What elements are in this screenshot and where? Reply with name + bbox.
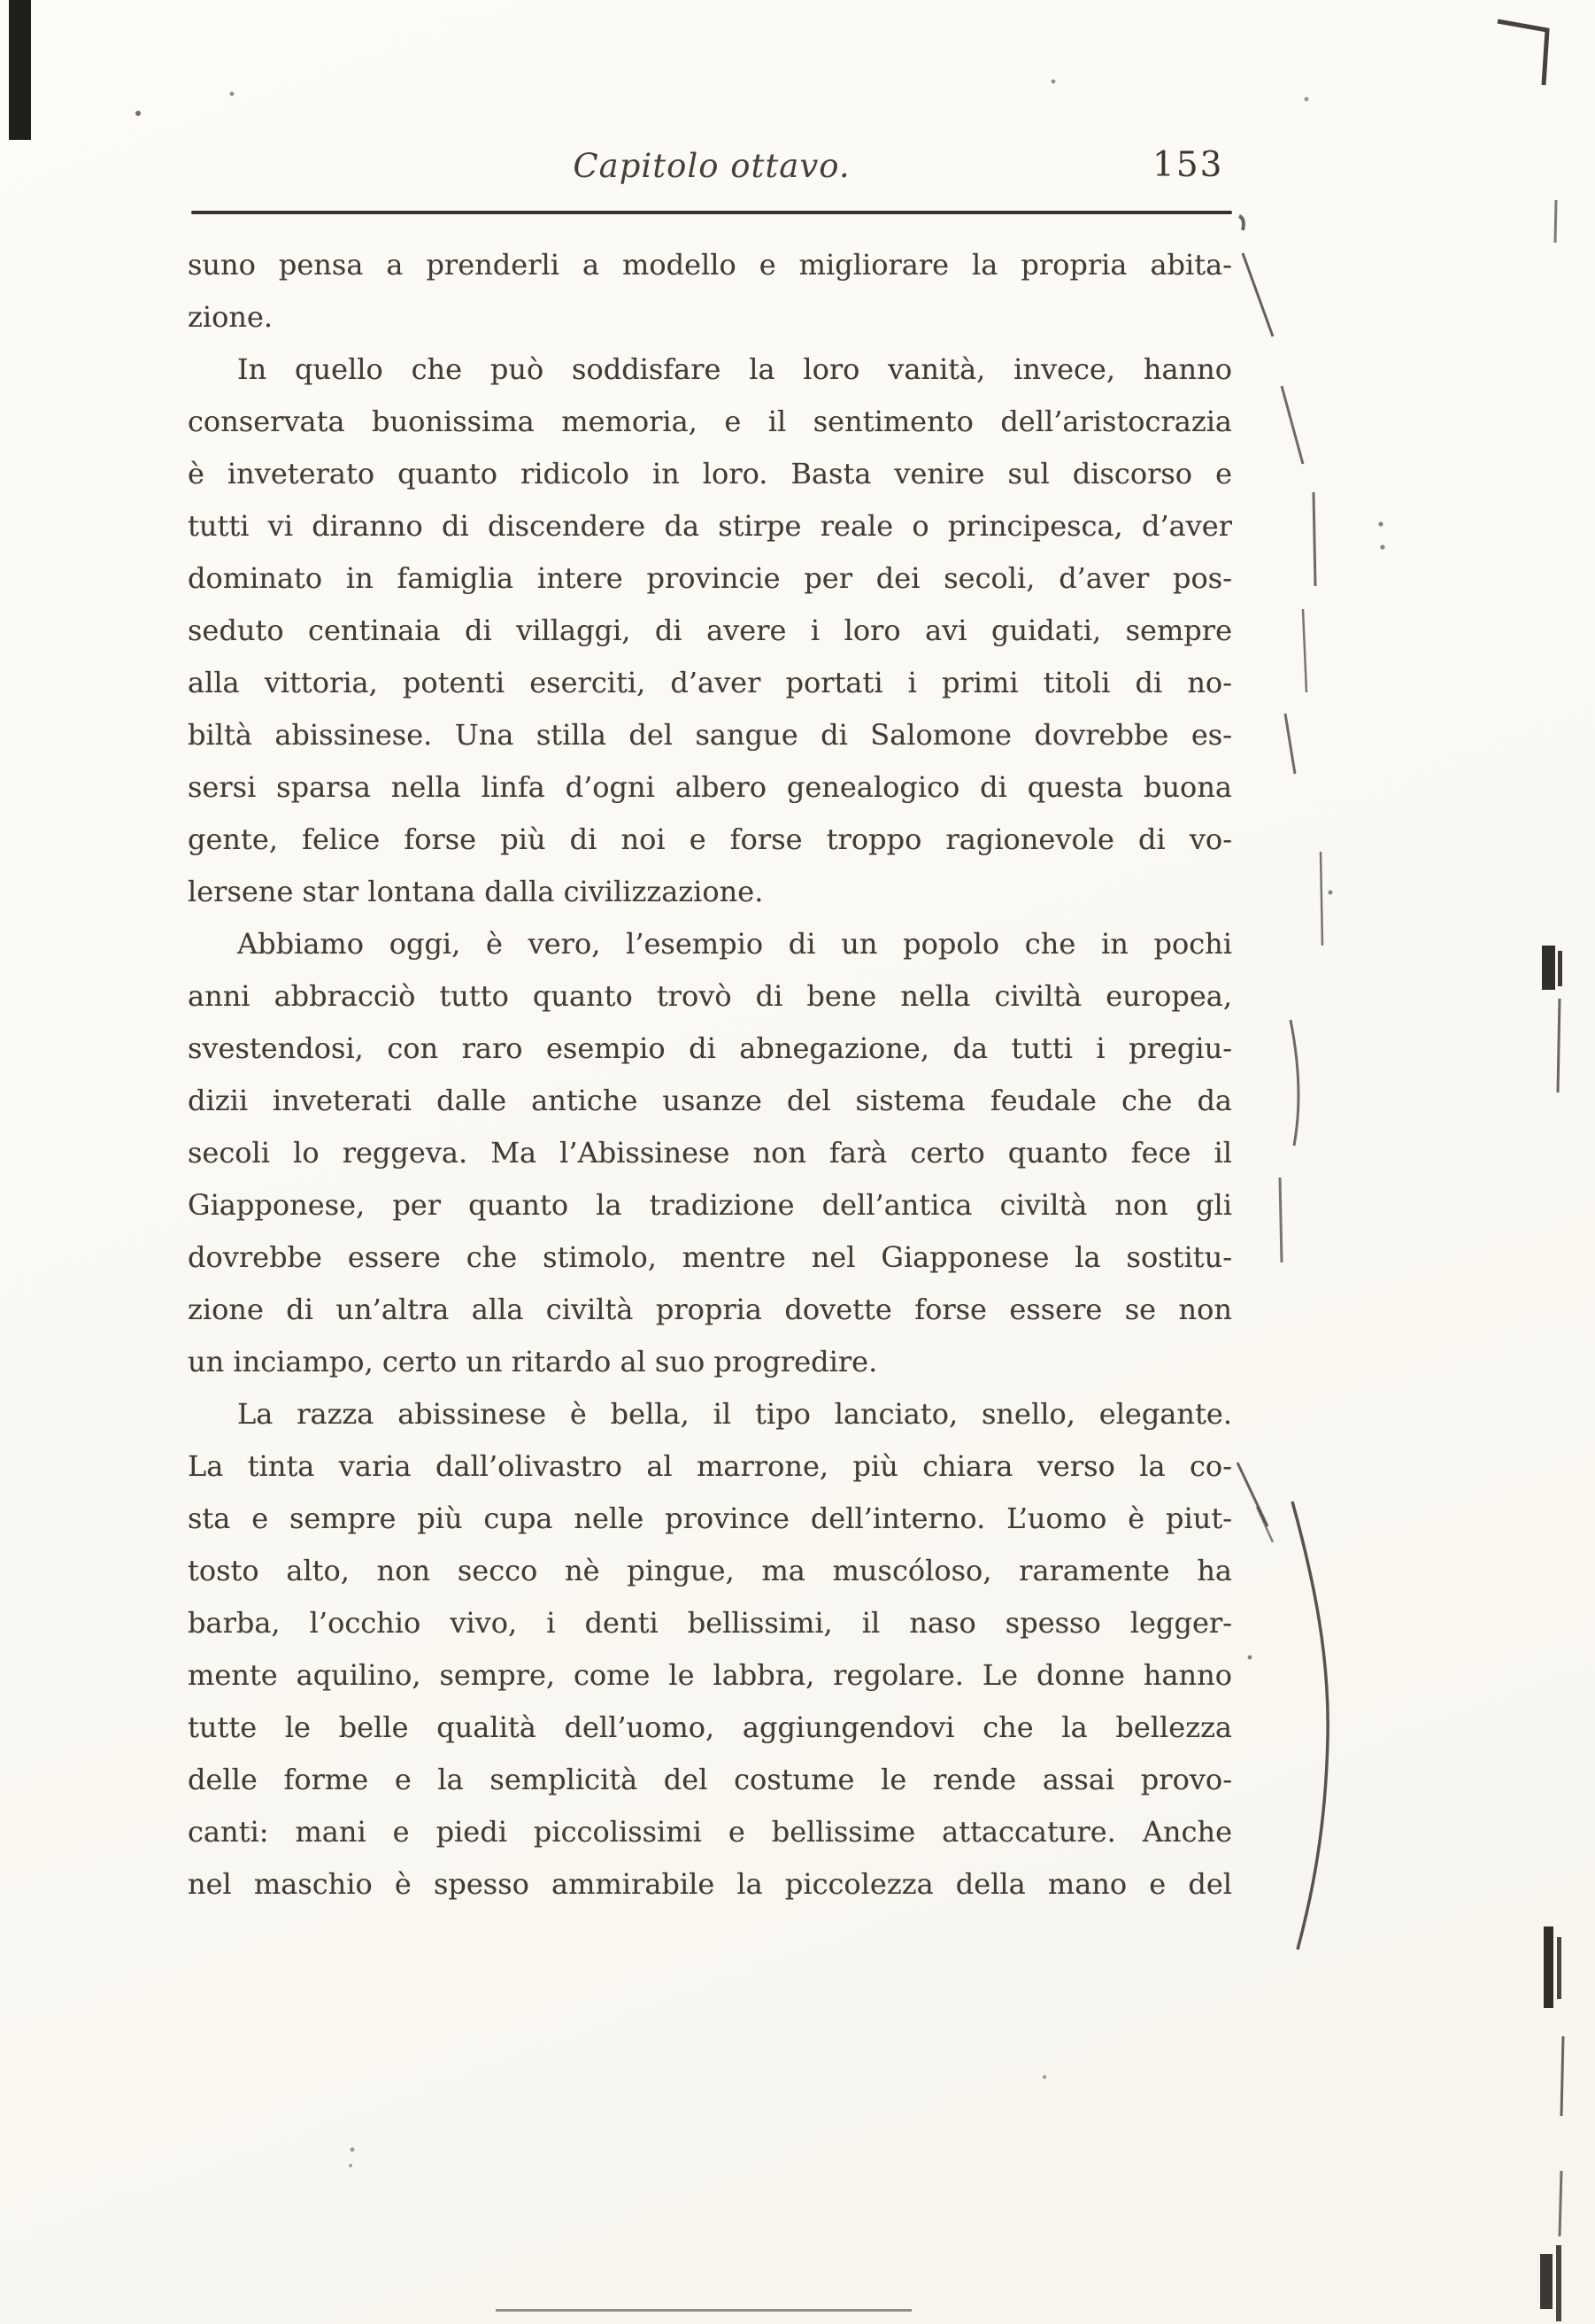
- ink-smudge: [1556, 2245, 1561, 2321]
- scratch: [1303, 609, 1306, 692]
- ink-speck: [1248, 1656, 1252, 1660]
- text-line: canti: mani e piedi piccolissimi e bellissime attaccature. Anche: [188, 1815, 1232, 1849]
- text-line: sta e sempre più cupa nelle province dell’interno. L’uomo è piut-: [188, 1502, 1232, 1535]
- text-line: tosto alto, non secco nè pingue, ma muscóloso, raramente ha: [188, 1554, 1232, 1587]
- text-line: un inciampo, certo un ritardo al suo progredire.: [188, 1345, 878, 1378]
- text-line: nel maschio è spesso ammirabile la piccolezza della mano e del: [188, 1867, 1232, 1901]
- ink-smudge: [1557, 1937, 1561, 1999]
- scratch: [1560, 2171, 1561, 2236]
- scratch: [1257, 1507, 1273, 1542]
- text-line: tutte le belle qualità dell’uomo, aggiungendovi che la bellezza: [188, 1710, 1232, 1744]
- scratch: [1561, 2036, 1563, 2116]
- body-text: [188, 239, 1232, 1911]
- chapter-title: Capitolo ottavo.: [573, 147, 851, 185]
- ink-speck: [1305, 97, 1309, 102]
- text-line: tutti vi diranno di discendere da stirpe reale o principesca, d’aver: [188, 509, 1232, 543]
- scratch: [1314, 492, 1315, 586]
- scratch: [1291, 1020, 1298, 1146]
- text-line: zione di un’altra alla civiltà propria dovette forse essere se non: [188, 1293, 1232, 1326]
- ink-smudge: [1498, 21, 1547, 85]
- ink-speck: [1052, 80, 1056, 84]
- text-line: secoli lo reggeva. Ma l’Abissinese non farà certo quanto fece il: [188, 1136, 1232, 1170]
- ink-speck: [1329, 891, 1333, 895]
- text-line: dizii inveterati dalle antiche usanze del sistema feudale che da: [188, 1084, 1232, 1117]
- scratch: [1280, 1177, 1282, 1262]
- scratch: [1282, 386, 1303, 464]
- text-line: La tinta varia dall’olivastro al marrone, più chiara verso la co-: [188, 1449, 1232, 1483]
- header-rule: [191, 211, 1232, 214]
- ink-smudge: [1540, 2254, 1553, 2309]
- text-line: sersi sparsa nella linfa d’ogni albero genealogico di questa buona: [188, 770, 1232, 804]
- ink-smudge: [1555, 200, 1556, 243]
- text-line: alla vittoria, potenti eserciti, d’aver portati i primi titoli di no-: [188, 666, 1232, 699]
- text-line: lersene star lontana dalla civilizzazione.: [188, 875, 764, 908]
- text-line: dovrebbe essere che stimolo, mentre nel Giapponese la sostitu-: [188, 1240, 1232, 1274]
- ink-speck: [1043, 2075, 1046, 2079]
- text-line: è inveterato quanto ridicolo in loro. Basta venire sul discorso e: [188, 457, 1232, 490]
- text-line: dominato in famiglia intere provincie per dei secoli, d’aver pos-: [188, 561, 1232, 595]
- scratch: [1558, 999, 1560, 1093]
- ink-speck: [351, 2148, 355, 2152]
- text-line: suno pensa a prenderli a modello e migliorare la propria abita-: [188, 248, 1232, 282]
- text-line: Giapponese, per quanto la tradizione dell’antica civiltà non gli: [188, 1188, 1232, 1222]
- text-line: svestendosi, con raro esempio di abnegazione, da tutti i pregiu-: [188, 1031, 1232, 1065]
- ink-speck: [1380, 544, 1384, 549]
- ink-speck: [1378, 521, 1383, 526]
- ink-smudge: [1542, 946, 1555, 990]
- text-line: conservata buonissima memoria, e il sentimento dell’aristocrazia: [188, 405, 1232, 438]
- scratch: [1243, 253, 1273, 336]
- scratch: [1237, 1463, 1268, 1526]
- page-number: 153: [1152, 145, 1224, 185]
- ink-speck: [230, 92, 235, 97]
- text-line: Abbiamo oggi, è vero, l’esempio di un popolo che in pochi: [237, 927, 1232, 961]
- scratch: [1292, 1502, 1328, 1950]
- text-line: mente aquilino, sempre, come le labbra, regolare. Le donne hanno: [188, 1658, 1232, 1692]
- text-line: gente, felice forse più di noi e forse troppo ragionevole di vo-: [188, 822, 1232, 856]
- text-line: barba, l’occhio vivo, i denti bellissimi, il naso spesso legger-: [188, 1606, 1232, 1640]
- ink-speck: [349, 2164, 352, 2167]
- scratch: [1321, 852, 1322, 946]
- text-line: La razza abissinese è bella, il tipo lanciato, snello, elegante.: [237, 1397, 1232, 1431]
- text-line: anni abbracciò tutto quanto trovò di bene nella civiltà europea,: [188, 979, 1232, 1013]
- ink-smudge: [1544, 1926, 1553, 2008]
- ink-speck: [135, 111, 141, 116]
- text-line: delle forme e la semplicità del costume le rende assai provo-: [188, 1763, 1232, 1796]
- text-line: In quello che può soddisfare la loro vanità, invece, hanno: [237, 352, 1232, 386]
- text-line: seduto centinaia di villaggi, di avere i loro avi guidati, sempre: [188, 614, 1232, 647]
- text-line: biltà abissinese. Una stilla del sangue di Salomone dovrebbe es-: [188, 718, 1232, 752]
- ink-smudge: [9, 0, 31, 140]
- ink-smudge: [1239, 216, 1244, 230]
- ink-smudge: [1558, 951, 1562, 986]
- text-line: zione.: [188, 300, 274, 334]
- scratch: [496, 2309, 912, 2312]
- scratch: [1285, 714, 1295, 774]
